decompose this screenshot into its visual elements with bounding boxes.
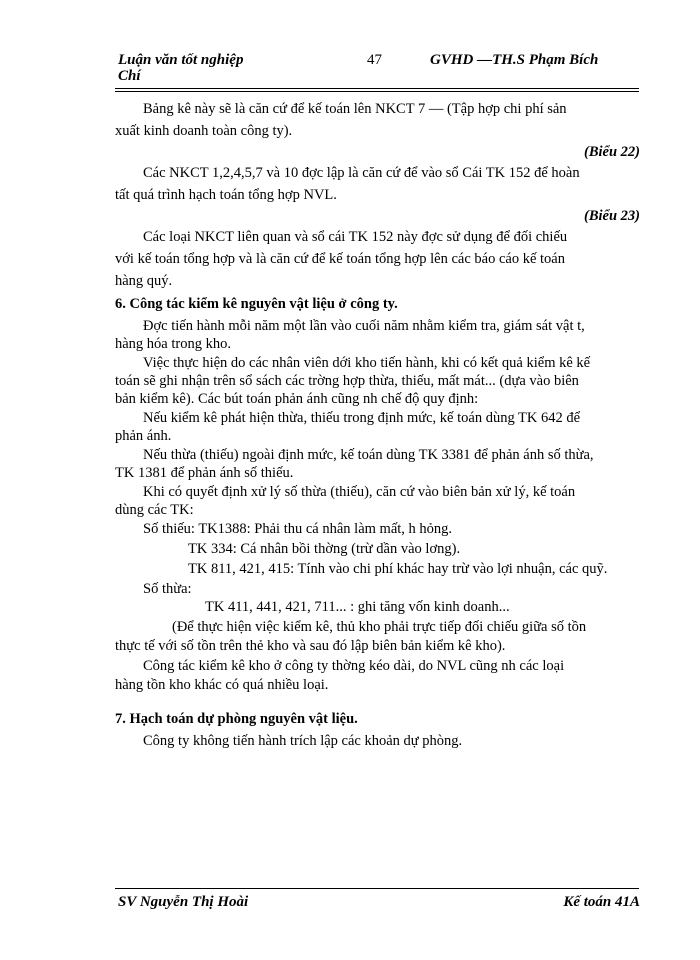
paragraph-line: Các NKCT 1,2,4,5,7 và 10 đợc lập là căn cứ để vào sổ Cái TK 152 để hoàn (143, 165, 580, 181)
paragraph-line: TK 334: Cá nhân bồi thờng (trừ dần vào lơng). (188, 541, 461, 557)
paragraph-line: Khi có quyết định xử lý số thừa (thiếu), căn cứ vào biên bản xử lý, kế toán (143, 484, 576, 500)
paragraph-line: Nếu kiểm kê phát hiện thừa, thiếu trong định mức, kế toán dùng TK 642 để (143, 410, 581, 426)
section-heading: 6. Công tác kiểm kê nguyên vật liệu ở công ty. (115, 296, 398, 312)
paragraph-line: hàng hóa trong kho. (115, 336, 231, 352)
paragraph-line: TK 1381 để phản ánh số thiếu. (115, 465, 294, 481)
paragraph-line: tất quá trình hạch toán tổng hợp NVL. (115, 187, 337, 203)
paragraph-line: bản kiểm kê). Các bút toán phản ánh cũng nh chế độ quy định: (115, 391, 479, 407)
paragraph-line: toán sẽ ghi nhận trên sổ sách các trờng hợp thừa, thiếu, mất mát... (dựa vào biên (115, 373, 579, 389)
header-left-line2: Chí (118, 68, 141, 84)
section-heading: 7. Hạch toán dự phòng nguyên vật liệu. (115, 711, 358, 727)
paragraph-line: dùng các TK: (115, 502, 194, 518)
footer-class: Kế toán 41A (563, 894, 640, 910)
paragraph-line: thực tế với số tồn trên thẻ kho và sau đó lập biên bản kiểm kê kho). (115, 638, 506, 654)
header-left-line1: Luận văn tốt nghiệp (118, 52, 244, 68)
paragraph-line: Các loại NKCT liên quan và sổ cái TK 152 này đợc sử dụng để đối chiếu (143, 229, 568, 245)
paragraph-line: TK 411, 441, 421, 711... : ghi tăng vốn kinh doanh... (205, 599, 510, 615)
paragraph-line: Đợc tiến hành mỗi năm một lần vào cuối năm nhằm kiểm tra, giám sát vật t, (143, 318, 585, 334)
paragraph-line: hàng quý. (115, 273, 173, 289)
paragraph-line: hàng tồn kho khác có quá nhiều loại. (115, 677, 329, 693)
header-divider-secondary (115, 91, 639, 92)
header-thesis-title (118, 52, 243, 84)
paragraph-line: xuất kinh doanh toàn công ty). (115, 123, 293, 139)
figure-reference: (Biểu 22) (584, 144, 640, 160)
paragraph-line: Công tác kiểm kê kho ở công ty thờng kéo dài, do NVL cũng nh các loại (143, 658, 565, 674)
footer-student-name: SV Nguyễn Thị Hoài (118, 894, 249, 910)
page-number: 47 (367, 52, 382, 68)
paragraph-line: Nếu thừa (thiếu) ngoài định mức, kế toán dùng TK 3381 để phản ánh số thừa, (143, 447, 594, 463)
paragraph-line: Số thiếu: TK1388: Phải thu cá nhân làm mất, h hỏng. (143, 521, 453, 537)
paragraph-line: phản ánh. (115, 428, 172, 444)
header-divider (115, 88, 639, 89)
paragraph-line: (Để thực hiện việc kiểm kê, thủ kho phải trực tiếp đối chiếu giữa số tồn (172, 619, 587, 635)
paragraph-line: Số thừa: (143, 581, 192, 597)
paragraph-line: với kế toán tổng hợp và là căn cứ để kế toán tổng hợp lên các báo cáo kế toán (115, 251, 565, 267)
paragraph-line: TK 811, 421, 415: Tính vào chi phí khác hay trừ vào lợi nhuận, các quỹ. (188, 561, 608, 577)
header-advisor: GVHD —TH.S Phạm Bích (430, 52, 599, 68)
paragraph-line: Việc thực hiện do các nhân viên dới kho tiến hành, khi có kết quả kiểm kê kế (143, 355, 591, 371)
figure-reference: (Biểu 23) (584, 208, 640, 224)
paragraph-line: Bảng kê này sẽ là căn cứ để kế toán lên NKCT 7 — (Tập hợp chi phí sản (143, 101, 567, 117)
paragraph-line: Công ty không tiến hành trích lập các khoản dự phòng. (143, 733, 463, 749)
footer-divider (115, 888, 639, 889)
